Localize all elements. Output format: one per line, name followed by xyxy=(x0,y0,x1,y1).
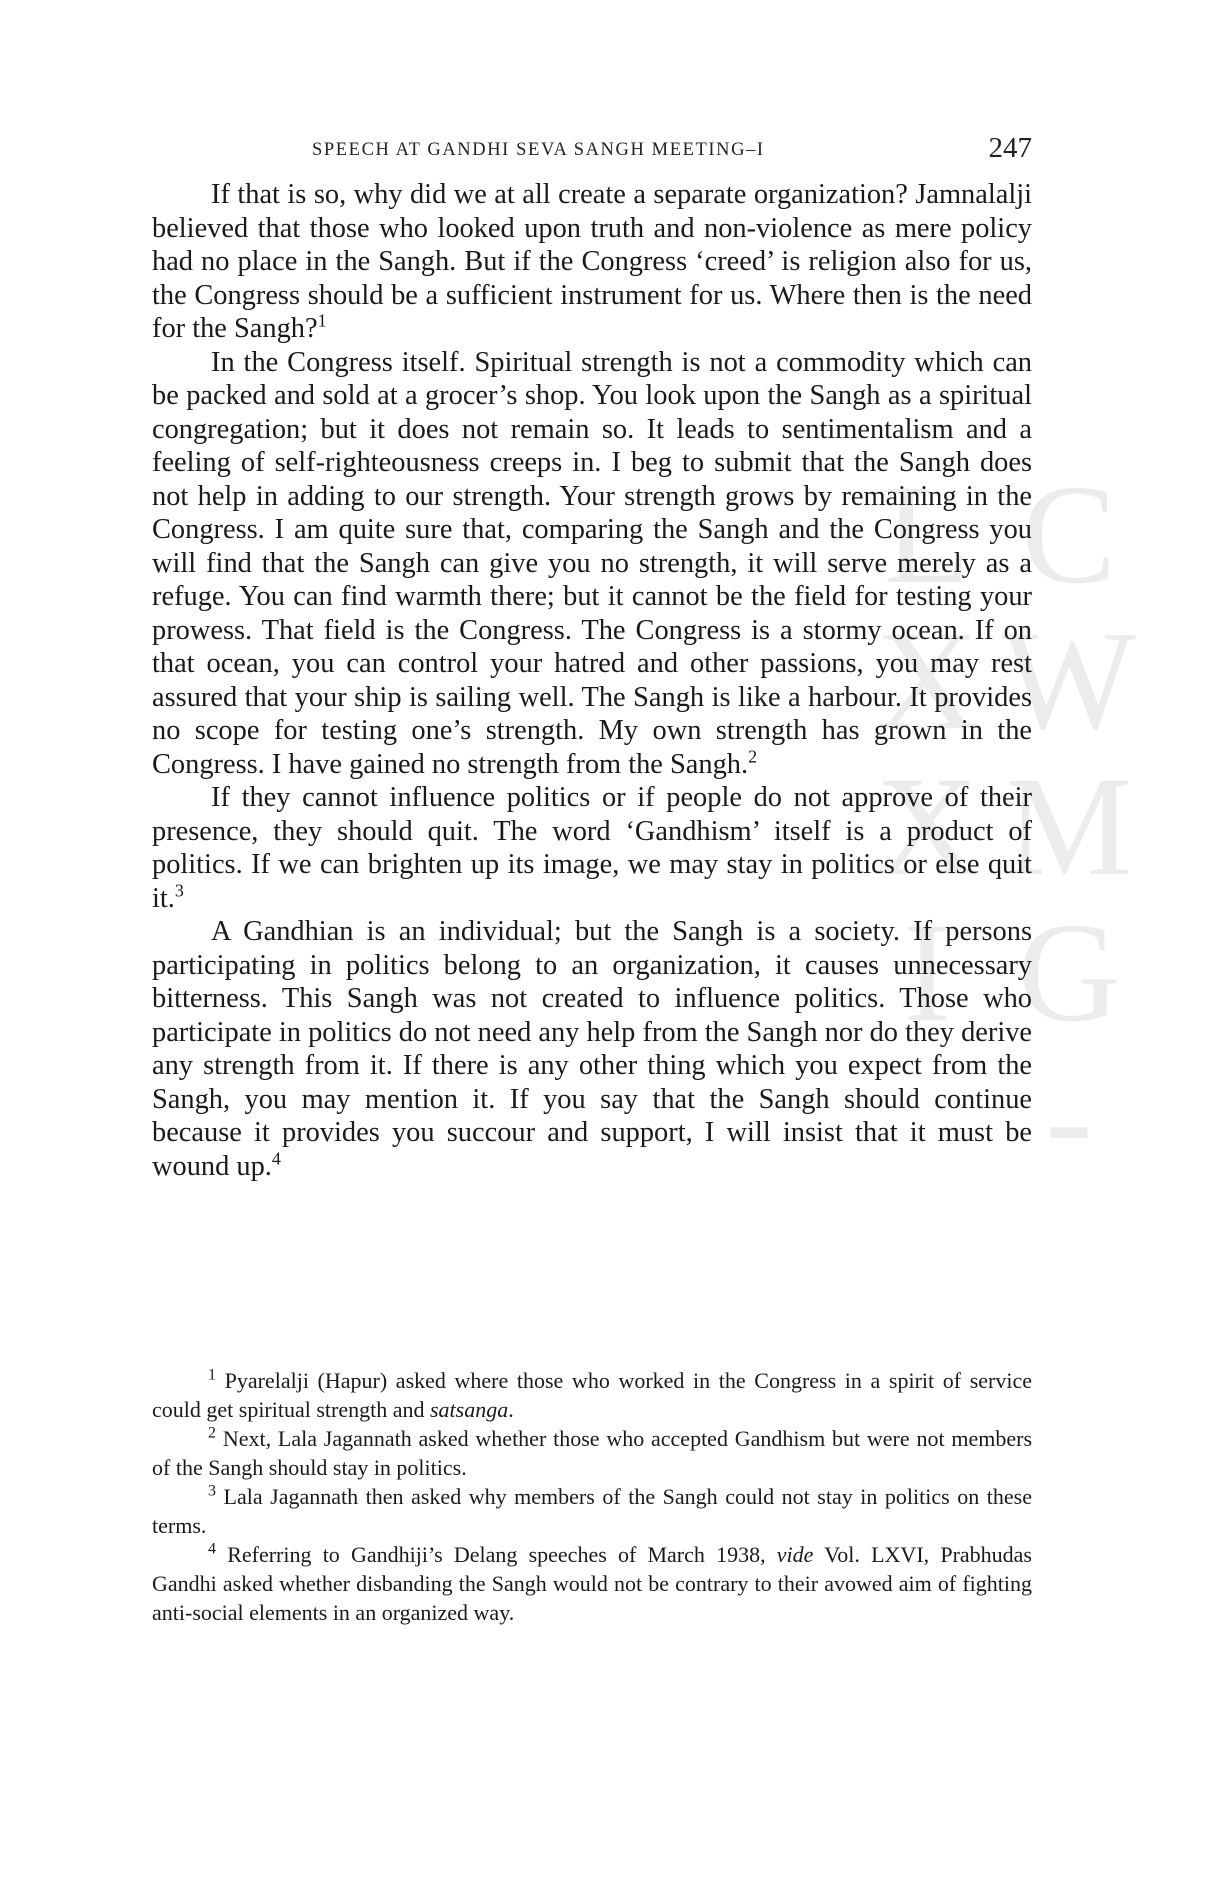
footnote-ref: 1 xyxy=(317,310,327,331)
paragraph-text: If they cannot influence politics or if people do not approve of their presence, they should quit. The word ‘Gandhism’ itself is a product of politics. If we can brighten up its image, we may stay in politics or else quit it. xyxy=(152,782,1032,914)
footnote-text: Lala Jagannath then asked why members of the Sangh could not stay in politics on these terms. xyxy=(152,1484,1032,1538)
body-text xyxy=(152,178,1032,1183)
footnote-text: Pyarelalji (Hapur) asked where those who worked in the Congress in a spirit of service could get spiritual strength and xyxy=(152,1368,1032,1422)
paragraph-text: A Gandhian is an individual; but the Sangh is a society. If persons participating in politics belong to an organization, it causes unnecessary bitterness. This Sangh was not created to influence politics. Those who participate in politics do not need any help from the Sangh nor do they derive any strength from it. If there is any other thing which you expect from the Sangh, you may mention it. If you say that the Sangh should continue because it provides you succour and support, I will insist that it must be wound up. xyxy=(152,916,1032,1182)
footnote-ref: 4 xyxy=(271,1148,281,1169)
paragraph xyxy=(152,346,1032,782)
footnote-number: 4 xyxy=(208,1540,216,1558)
footnote-ref: 2 xyxy=(748,746,758,767)
footnote-tail: Vol. LXVI, Prabhudas Gandhi asked whether disbanding the Sangh would not be contrary to their avowed aim of fighting anti-social elements in an organized way. xyxy=(152,1542,1032,1625)
footnotes xyxy=(152,1366,1032,1627)
paragraph-text: If that is so, why did we at all create a separate organization? Jamnalalji believed that those who looked upon truth and non-violence as mere policy had no place in the Sangh. But if the Congress ‘creed’ is religion also for us, the Congress should be a sufficient instrument for us. Where then is the need for the Sangh? xyxy=(152,179,1032,344)
footnote xyxy=(152,1482,1032,1540)
paragraph xyxy=(152,178,1032,346)
running-title: SPEECH AT GANDHI SEVA SANGH MEETING–I xyxy=(312,140,765,160)
footnote xyxy=(152,1540,1032,1627)
paragraph xyxy=(152,781,1032,915)
footnote-number: 1 xyxy=(208,1366,216,1384)
running-head xyxy=(152,132,1032,172)
paragraph xyxy=(152,915,1032,1183)
footnote-number: 2 xyxy=(208,1424,216,1442)
footnote-ref: 3 xyxy=(174,880,184,901)
footnote-italic: vide xyxy=(776,1542,814,1567)
paragraph-text: In the Congress itself. Spiritual strength is not a commodity which can be packed and sold at a grocer’s shop. You look upon the Sangh as a spiritual congregation; but it does not remain so. It leads to sentimentalism and a feeling of self-righteousness creeps in. I beg to submit that the Sangh does not help in adding to our strength. Your strength grows by remaining in the Congress. I am quite sure that, comparing the Sangh and the Congress you will find that the Sangh can give you no strength, it will serve merely as a refuge. You can find warmth there; but it cannot be the field for testing your prowess. That field is the Congress. The Congress is a stormy ocean. If on that ocean, you can control your hatred and other passions, you may rest assured that your ship is sailing well. The Sangh is like a harbour. It provides no scope for testing one’s strength. My own strength has grown in the Congress. I have gained no strength from the Sangh. xyxy=(152,346,1032,780)
footnote xyxy=(152,1424,1032,1482)
footnote xyxy=(152,1366,1032,1424)
page-number: 247 xyxy=(988,132,1032,164)
footnote-text: Next, Lala Jagannath asked whether those who accepted Gandhism but were not members of the Sangh should stay in politics. xyxy=(152,1426,1033,1480)
footnote-text: Referring to Gandhiji’s Delang speeches of March 1938, xyxy=(227,1542,777,1567)
footnote-number: 3 xyxy=(208,1482,216,1500)
footnote-italic: satsanga xyxy=(430,1397,509,1422)
footnote-tail: . xyxy=(508,1397,514,1422)
watermark: CWMG-LXXI xyxy=(848,455,1148,1185)
